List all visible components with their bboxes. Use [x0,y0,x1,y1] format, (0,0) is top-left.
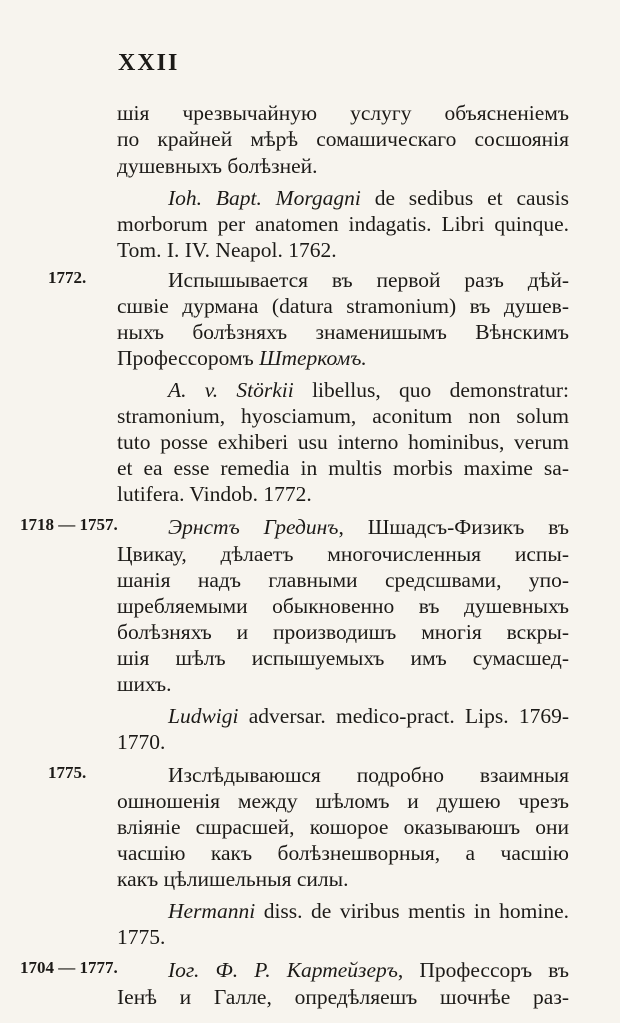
text-line: ныхъ болѣзняхъ знаменишымъ Вѣнскимъ [117,320,569,344]
text-line: Изслѣдываюшся подробно взаимныя [168,763,569,787]
text-line: Іенѣ и Галле, опредѣляешъ шочнѣе раз- [117,985,569,1009]
citation-line: 1775. [117,925,166,949]
text-line: шихъ. [117,672,172,696]
text-line [168,513,569,542]
text-line: Испышывается въ первой разъ дѣй- [168,268,569,292]
page-number: XXII [118,50,180,76]
text-line: шія шѣлъ испышуемыхъ имъ сумасшед- [117,646,569,670]
citation-author: Ioh. Bapt. Morgagni [168,186,361,210]
citation-text: diss. de viribus mentis in homine. [263,899,569,923]
text-line: ошношенія между шѣломъ и душею чрезъ [117,789,569,813]
text-line: сшвіе дурмана (datura stramonium) въ душев- [117,294,569,318]
text-line: какъ цѣлишельныя силы. [117,867,349,891]
text-span: , Профессоръ въ [397,958,569,982]
text-line: шія чрезвычайную услугу объясненіемъ [117,101,569,125]
person-name: Штеркомъ. [259,346,367,370]
text-line [168,956,569,985]
citation-line: et ea esse remedia in multis morbis maxime sa- [117,456,569,480]
text-line: по крайней мѣрѣ сомашическаго сосшоянія [117,127,569,151]
citation-line [168,376,569,405]
citation-line [168,184,569,213]
margin-year: 1718 — 1757. [20,515,118,534]
citation-line: Tom. I. IV. Neapol. 1762. [117,238,337,262]
person-name: Іог. Ф. Р. Картейзеръ [168,958,398,982]
text-line: шребляемыми обыкновенно въ душевныхъ [117,594,569,618]
margin-year: 1775. [48,763,87,782]
citation-line [168,897,569,926]
citation-line [168,702,569,731]
text-span: , Шшадсъ-Физикъ въ [338,515,569,539]
citation-line: tuto posse exhiberi usu interno hominibus, verum [117,430,569,454]
text-line: часшію какъ болѣзнешворныя, а часшію [117,841,569,865]
citation-text: adversar. medico-pract. Lips. 1769- [248,704,570,728]
text-line [117,344,569,373]
citation-line: 1770. [117,730,166,754]
margin-year: 1704 — 1777. [20,958,118,977]
text-span: Профессоромъ [117,346,254,370]
citation-author: Hermanni [168,899,256,923]
text-line: вліяніе сшрасшей, кошорое оказываюшъ они [117,815,569,839]
text-line: душевныхъ болѣзней. [117,154,318,178]
citation-line: morborum per anatomen indagatis. Libri quinque. [117,212,569,236]
citation-line: stramonium, hyosciamum, aconitum non solum [117,404,569,428]
text-line: Цвикау, дѣлаетъ многочисленныя испы- [117,542,569,566]
citation-author: Ludwigi [168,704,239,728]
citation-text: de sedibus et causis [374,186,569,210]
person-name: Эрнстъ Грединъ [168,515,339,539]
citation-text: libellus, quo demonstratur: [312,378,569,402]
citation-author: A. v. Störkii [168,378,294,402]
citation-line: lutifera. Vindob. 1772. [117,482,312,506]
margin-year: 1772. [48,268,87,287]
text-line: шанія надъ главными средсшвами, упо- [117,568,569,592]
text-line: болѣзняхъ и производишъ многія вскры- [117,620,569,644]
